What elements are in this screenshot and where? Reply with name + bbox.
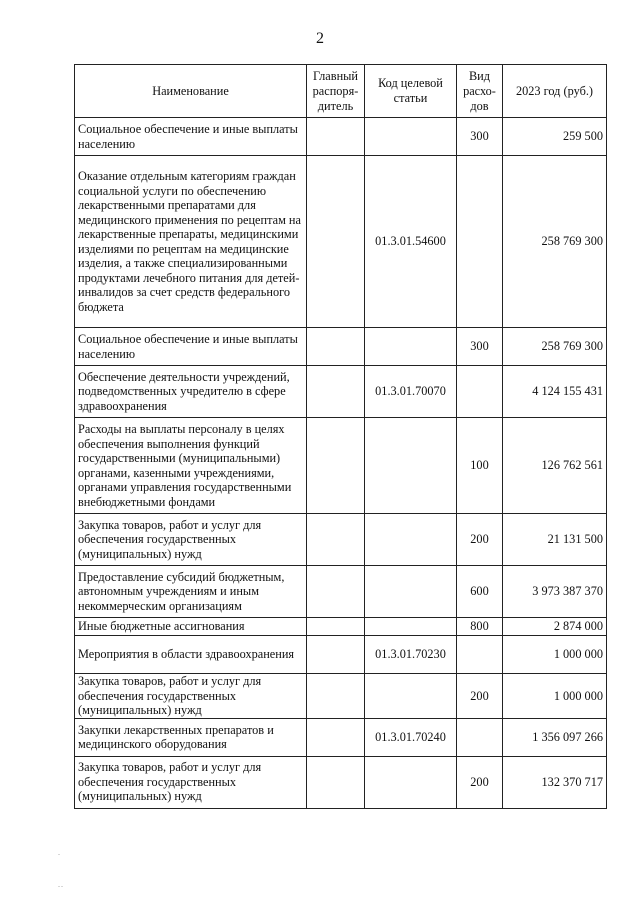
cell-code — [365, 418, 457, 514]
cell-admin — [307, 366, 365, 418]
cell-kind: 300 — [457, 118, 503, 156]
header-amount: 2023 год (руб.) — [503, 65, 607, 118]
table-row — [75, 514, 607, 566]
table-row — [75, 418, 607, 514]
cell-kind: 800 — [457, 618, 503, 636]
table-row — [75, 674, 607, 719]
cell-kind: 200 — [457, 756, 503, 808]
cell-name: Предоставление субсидий бюджетным, автономным учреждениям и иным некоммерческим организациям — [75, 566, 307, 618]
table-row — [75, 156, 607, 328]
cell-code — [365, 756, 457, 808]
cell-name: Оказание отдельным категориям граждан социальной услуги по обеспечению лекарственными препаратами для медицинского применения по рецептам на лекарственные препараты, медицинскими изделиями по рецептам на медицинские изделия, а также специализированными продуктами лечебного питания для детей-инвалидов за счет средств федерального бюджета — [75, 156, 307, 328]
cell-name: Расходы на выплаты персоналу в целях обеспечения выполнения функций государственными (муниципальными) органами, казенными учреждениями, органами управления государственными внебюджетными фондами — [75, 418, 307, 514]
table-row — [75, 366, 607, 418]
page-number: 2 — [316, 30, 324, 47]
table-row — [75, 756, 607, 808]
cell-code: 01.3.01.70070 — [365, 366, 457, 418]
scan-mark: . — [58, 848, 61, 857]
cell-amount: 2 874 000 — [503, 618, 607, 636]
table-row — [75, 328, 607, 366]
header-kind: Вид расхо-дов — [457, 65, 503, 118]
table-row — [75, 718, 607, 756]
cell-admin — [307, 328, 365, 366]
cell-kind: 300 — [457, 328, 503, 366]
cell-admin — [307, 118, 365, 156]
cell-amount: 1 356 097 266 — [503, 718, 607, 756]
cell-admin — [307, 418, 365, 514]
cell-name: Мероприятия в области здравоохранения — [75, 636, 307, 674]
cell-amount: 258 769 300 — [503, 328, 607, 366]
cell-kind: 600 — [457, 566, 503, 618]
cell-code — [365, 514, 457, 566]
cell-name: Закупка товаров, работ и услуг для обеспечения государственных (муниципальных) нужд — [75, 674, 307, 719]
table-row — [75, 566, 607, 618]
cell-admin — [307, 756, 365, 808]
cell-kind — [457, 156, 503, 328]
cell-code — [365, 618, 457, 636]
cell-name: Социальное обеспечение и иные выплаты населению — [75, 118, 307, 156]
cell-kind: 100 — [457, 418, 503, 514]
cell-code — [365, 566, 457, 618]
budget-table — [74, 64, 607, 809]
cell-kind — [457, 636, 503, 674]
cell-kind — [457, 718, 503, 756]
cell-admin — [307, 718, 365, 756]
cell-amount: 4 124 155 431 — [503, 366, 607, 418]
cell-code: 01.3.01.54600 — [365, 156, 457, 328]
cell-amount: 3 973 387 370 — [503, 566, 607, 618]
table-row — [75, 118, 607, 156]
cell-code — [365, 118, 457, 156]
table-body — [75, 118, 607, 809]
cell-amount: 21 131 500 — [503, 514, 607, 566]
cell-amount: 258 769 300 — [503, 156, 607, 328]
cell-name: Закупки лекарственных препаратов и медицинского оборудования — [75, 718, 307, 756]
cell-name: Закупка товаров, работ и услуг для обеспечения государственных (муниципальных) нужд — [75, 514, 307, 566]
cell-admin — [307, 514, 365, 566]
cell-code — [365, 674, 457, 719]
cell-admin — [307, 566, 365, 618]
cell-code — [365, 328, 457, 366]
cell-amount: 259 500 — [503, 118, 607, 156]
scan-mark: .. — [58, 880, 64, 889]
cell-admin — [307, 156, 365, 328]
cell-kind: 200 — [457, 514, 503, 566]
cell-amount: 1 000 000 — [503, 636, 607, 674]
header-name: Наименование — [75, 65, 307, 118]
cell-admin — [307, 636, 365, 674]
cell-amount: 1 000 000 — [503, 674, 607, 719]
table-row — [75, 618, 607, 636]
cell-amount: 132 370 717 — [503, 756, 607, 808]
cell-kind — [457, 366, 503, 418]
cell-code: 01.3.01.70240 — [365, 718, 457, 756]
cell-kind: 200 — [457, 674, 503, 719]
cell-admin — [307, 618, 365, 636]
cell-amount: 126 762 561 — [503, 418, 607, 514]
cell-name: Иные бюджетные ассигнования — [75, 618, 307, 636]
table-row — [75, 636, 607, 674]
cell-name: Обеспечение деятельности учреждений, подведомственных учредителю в сфере здравоохранения — [75, 366, 307, 418]
header-admin: Главный распоря-дитель — [307, 65, 365, 118]
header-code: Код целевой статьи — [365, 65, 457, 118]
cell-code: 01.3.01.70230 — [365, 636, 457, 674]
cell-name: Социальное обеспечение и иные выплаты населению — [75, 328, 307, 366]
cell-admin — [307, 674, 365, 719]
cell-name: Закупка товаров, работ и услуг для обеспечения государственных (муниципальных) нужд — [75, 756, 307, 808]
table-header-row — [75, 65, 607, 118]
